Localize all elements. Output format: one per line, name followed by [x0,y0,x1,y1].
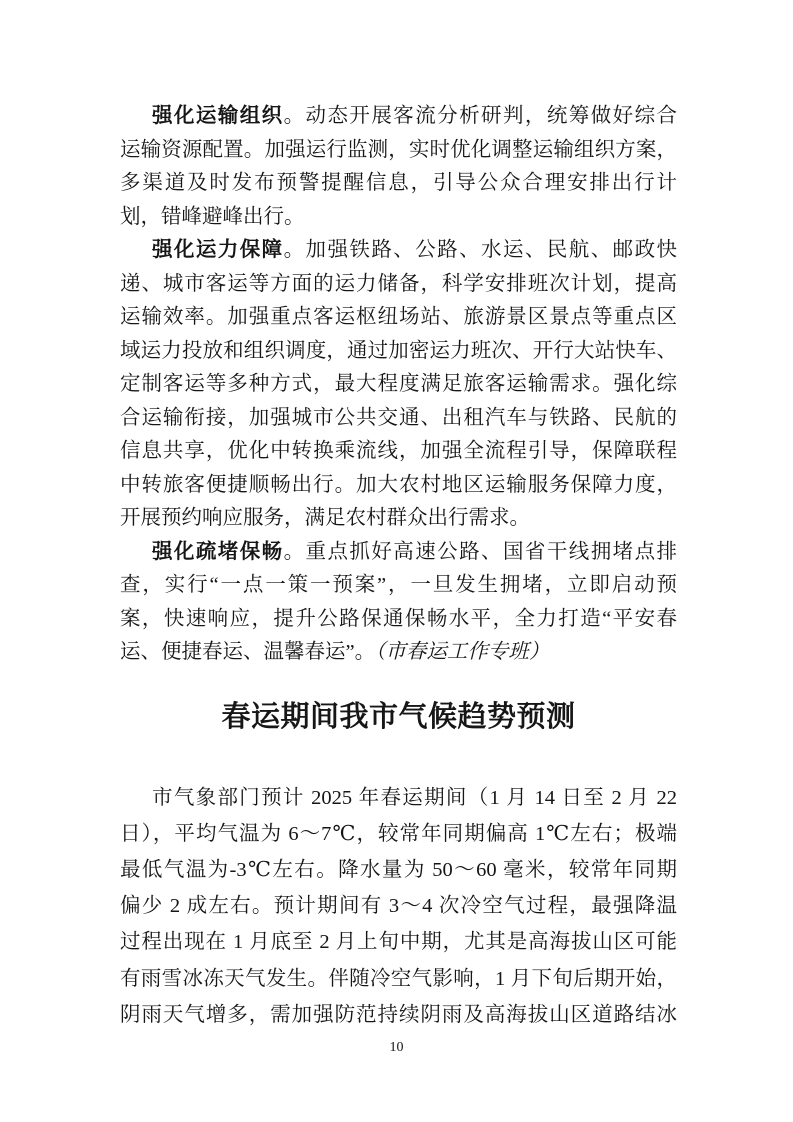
text-line [120,134,677,168]
text-line [120,368,677,402]
attribution-text: （市春运工作专班） [375,641,550,663]
body-text: 开展预约响应服务，满足农村群众出行需求。 [120,507,530,529]
text-line [120,502,677,536]
text-line [120,100,677,134]
body-text: 阴雨天气增多，需加强防范持续阴雨及高海拔山区道路结冰 [120,1003,677,1026]
text-line [120,536,677,570]
bold-lead-in: 强化疏堵保畅 [152,540,284,563]
body-text: 查，实行“一点一策一预案”，一旦发生拥堵，立即启动预 [120,574,677,596]
bold-lead-in: 强化运力保障 [152,239,284,261]
body-text: 运输效率。加强重点客运枢纽场站、旅游景区景点等重点区 [120,306,677,328]
page-number: 10 [389,1040,404,1055]
text-line [120,435,677,469]
body-text: 运、便捷春运、温馨春运”。 [120,641,376,663]
paragraph [120,100,677,234]
text-line [120,961,677,997]
text-line [120,569,677,603]
text-line [120,201,677,235]
text-line [120,234,677,268]
body-text: 市气象部门预计 2025 年春运期间（1 月 14 日至 2 月 22 [152,786,677,809]
body-text: 运输资源配置。加强运行监测，实时优化调整运输组织方案， [120,138,677,161]
text-line [120,816,677,852]
section-heading: 春运期间我市气候趋势预测 [221,700,576,733]
text-line [120,335,677,369]
document-content [120,100,677,1033]
body-text: 。动态开展客流分析研判，统筹做好综合 [283,105,677,127]
intro-paragraphs [120,100,677,670]
body-text: 。加强铁路、公路、水运、民航、邮政快 [283,239,677,261]
body-text: 域运力投放和组织调度，通过加密运力班次、开行大站快车、 [120,339,677,362]
text-line [120,636,677,670]
body-text: 多渠道及时发布预警提醒信息，引导公众合理安排出行计 [120,172,677,194]
text-line [120,888,677,924]
text-line [120,268,677,302]
bold-lead-in: 强化运输组织 [152,105,284,127]
text-line [120,402,677,436]
paragraph [120,536,677,670]
body-text: 划，错峰避峰出行。 [120,205,305,228]
body-text: 案，快速响应，提升公路保通保畅水平，全力打造“平安春 [120,607,677,630]
body-text: 有雨雪冰冻天气发生。伴随冷空气影响，1 月下旬后期开始， [120,967,677,990]
text-line [120,852,677,888]
text-line [120,780,677,816]
text-line [120,469,677,503]
body-text: 日），平均气温为 6～7℃，较常年同期偏高 1℃左右；极端 [120,822,677,845]
text-line [120,997,677,1033]
body-text: 定制客运等多种方式，最大程度满足旅客运输需求。强化综 [120,373,677,395]
body-text: 最低气温为-3℃左右。降水量为 50～60 毫米，较常年同期 [120,858,677,881]
paragraph [120,234,677,536]
paragraph [120,780,677,1033]
body-text: 偏少 2 成左右。预计期间有 3～4 次冷空气过程，最强降温 [120,895,677,918]
body-text: 信息共享，优化中转换乘流线，加强全流程引导，保障联程 [120,440,677,462]
body-text: 中转旅客便捷顺畅出行。加大农村地区运输服务保障力度， [120,473,677,496]
text-line [120,924,677,960]
text-line [120,301,677,335]
forecast-paragraphs [120,780,677,1033]
body-text: 。重点抓好高速公路、国省干线拥堵点排 [283,540,677,563]
text-line [120,603,677,637]
body-text: 递、城市客运等方面的运力储备，科学安排班次计划，提高 [120,272,677,295]
text-line [120,167,677,201]
body-text: 合运输衔接，加强城市公共交通、出租汽车与铁路、民航的 [120,406,677,429]
body-text: 过程出现在 1 月底至 2 月上旬中期，尤其是高海拔山区可能 [120,931,677,954]
